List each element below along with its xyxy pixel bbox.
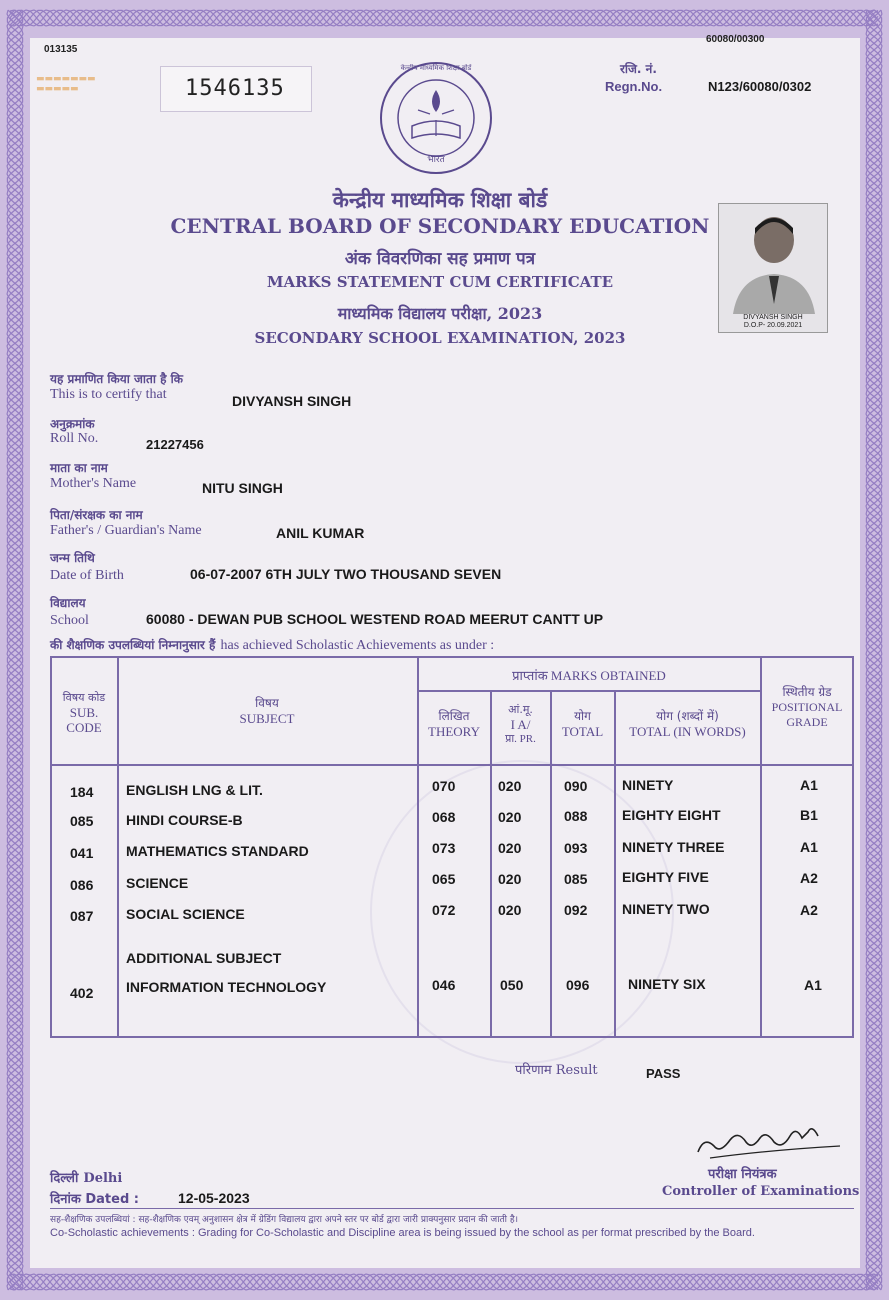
roll-number: 21227456 <box>146 437 204 452</box>
row-total: 093 <box>564 840 588 856</box>
row-total: 090 <box>564 778 588 794</box>
row-total: 092 <box>564 902 588 918</box>
mother-label-english: Mother's Name <box>50 476 137 491</box>
regn-number: N123/60080/0302 <box>708 79 812 94</box>
header-words-hindi: योग (शब्दों में) <box>656 709 719 723</box>
exam-title-hindi: माध्यमिक विद्यालय परीक्षा, 2023 <box>337 304 543 323</box>
date-of-birth: 06-07-2007 6TH JULY TWO THOUSAND SEVEN <box>190 566 502 582</box>
top-left-code: 013135 <box>44 44 78 55</box>
row-theory: 046 <box>432 977 456 993</box>
father-label-english: Father's / Guardian's Name <box>50 523 202 538</box>
header-subject-hindi: विषय <box>255 696 279 710</box>
row-theory: 073 <box>432 840 456 856</box>
row-subject: INFORMATION TECHNOLOGY <box>126 979 327 995</box>
row-ia: 020 <box>498 778 522 794</box>
top-right-code: 60080/00300 <box>706 34 765 45</box>
serial-number: 1546135 <box>185 76 285 101</box>
header-code-english-2: CODE <box>66 720 102 735</box>
header-subject-english: SUBJECT <box>239 711 295 726</box>
header-words-english: TOTAL (IN WORDS) <box>629 724 746 739</box>
dob-label-english: Date of Birth <box>50 568 124 583</box>
regn-label-hindi: रजि. नं. <box>620 62 657 76</box>
result-label: परिणाम Result <box>515 1063 598 1078</box>
row-code: 184 <box>70 784 94 800</box>
row-subject: ENGLISH LNG & LIT. <box>126 782 263 798</box>
row-code: 041 <box>70 845 94 861</box>
row-code: 086 <box>70 877 94 893</box>
school-label-english: School <box>50 613 89 628</box>
table-divider <box>417 690 762 692</box>
row-subject: SOCIAL SCIENCE <box>126 906 245 922</box>
dated-value: 12-05-2023 <box>178 1190 250 1206</box>
row-grade: A1 <box>800 839 818 855</box>
row-words: NINETY <box>622 777 674 793</box>
father-name: ANIL KUMAR <box>276 525 365 541</box>
header-code-english-1: SUB. <box>69 705 99 720</box>
certify-label-hindi: यह प्रमाणित किया जाता है कि <box>50 372 184 386</box>
dated-label: दिनांक Dated : <box>50 1192 139 1207</box>
exam-title-english: SECONDARY SCHOOL EXAMINATION, 2023 <box>254 329 626 347</box>
additional-subject-label: ADDITIONAL SUBJECT <box>126 950 282 966</box>
regn-label-english: Regn.No. <box>605 79 663 94</box>
header-marks-obtained: प्राप्तांक MARKS OBTAINED <box>512 668 666 683</box>
row-subject: SCIENCE <box>126 875 189 891</box>
header-total-hindi: योग <box>574 709 591 723</box>
header-subject <box>118 696 416 726</box>
footer-note-hindi: सह-शैक्षणिक उपलब्धियां : सह-शैक्षणिक एवम् अनुशासन क्षेत्र में ग्रेडिंग विद्यालय द्वारा अपने स्तर पर बोर्ड द्वारा जारी प्राक्पनुसार प्रदान की जाती है। <box>50 1215 519 1225</box>
photo-caption <box>719 314 827 330</box>
student-portrait-icon <box>719 204 827 332</box>
place-english: Delhi <box>83 1171 123 1186</box>
row-theory: 065 <box>432 871 456 887</box>
certify-label-english: This is to certify that <box>50 387 167 402</box>
row-grade: A1 <box>804 977 822 993</box>
row-words: NINETY SIX <box>628 976 706 992</box>
row-ia: 020 <box>498 809 522 825</box>
student-name: DIVYANSH SINGH <box>232 393 352 409</box>
row-words: EIGHTY FIVE <box>622 869 709 885</box>
footer-note-english: Co-Scholastic achievements : Grading for Co-Scholastic and Discipline area is being issued by the school as per format prescribed by the Board. <box>50 1227 755 1239</box>
photo-caption-date: D.O.P- 20.09.2021 <box>743 322 803 329</box>
header-sub-code <box>52 690 116 735</box>
row-ia: 020 <box>498 871 522 887</box>
row-total: 088 <box>564 808 588 824</box>
table-divider <box>550 690 552 1038</box>
photo-caption-name: DIVYANSH SINGH <box>743 314 803 321</box>
mother-label-hindi: माता का नाम <box>50 461 108 475</box>
place-line <box>50 1167 122 1186</box>
row-words: NINETY THREE <box>622 839 725 855</box>
row-words: NINETY TWO <box>622 901 710 917</box>
mother-name: NITU SINGH <box>202 480 283 496</box>
logo-text-bottom: भारत <box>427 155 445 165</box>
controller-hindi: परीक्षा नियंत्रक <box>708 1167 777 1182</box>
row-grade: A2 <box>800 902 818 918</box>
student-photo <box>718 203 828 333</box>
row-ia: 020 <box>498 902 522 918</box>
header-theory-english: THEORY <box>428 724 480 739</box>
row-theory: 072 <box>432 902 456 918</box>
header-ia-english: I A/ <box>510 717 531 732</box>
board-name-hindi: केन्द्रीय माध्यमिक शिक्षा बोर्ड <box>332 187 548 212</box>
result-value: PASS <box>646 1066 681 1081</box>
header-grade-english-1: POSITIONAL <box>771 700 843 714</box>
header-theory <box>418 709 490 739</box>
header-ia-pr: प्रा. PR. <box>505 733 536 745</box>
row-ia: 020 <box>498 840 522 856</box>
achieved-hindi: की शैक्षणिक उपलब्धियां निम्नानुसार हैं <box>50 638 216 652</box>
achieved-english: has achieved Scholastic Achievements as under : <box>220 638 495 653</box>
header-grade-hindi: स्थितीय ग्रेड <box>782 685 832 699</box>
table-divider <box>614 690 616 1038</box>
controller-english: Controller of Examinations <box>662 1184 860 1199</box>
school-label-hindi: विद्यालय <box>50 596 86 610</box>
row-total: 085 <box>564 871 588 887</box>
board-name-english: CENTRAL BOARD OF SECONDARY EDUCATION <box>170 214 710 238</box>
roll-label-hindi: अनुक्रमांक <box>50 417 95 431</box>
school-name: 60080 - DEWAN PUB SCHOOL WESTEND ROAD MEERUT CANTT UP <box>146 611 604 627</box>
signature-icon <box>690 1116 850 1166</box>
header-total-words <box>615 709 760 739</box>
header-ia-hindi: आं.मू. <box>508 703 533 716</box>
row-ia: 050 <box>500 977 524 993</box>
header-grade <box>762 685 852 730</box>
header-ia <box>491 702 550 747</box>
row-total: 096 <box>566 977 590 993</box>
roll-label-english: Roll No. <box>50 431 99 446</box>
row-grade: A2 <box>800 870 818 886</box>
row-theory: 070 <box>432 778 456 794</box>
row-words: EIGHTY EIGHT <box>622 807 721 823</box>
row-code: 402 <box>70 985 94 1001</box>
row-subject: MATHEMATICS STANDARD <box>126 843 309 859</box>
header-code-hindi: विषय कोड <box>62 691 106 704</box>
certificate-title-hindi: अंक विवरणिका सह प्रमाण पत्र <box>344 249 536 269</box>
logo-text-top: केन्द्रीय माध्यमिक शिक्षा बोर्ड <box>400 64 472 72</box>
table-divider <box>50 764 854 766</box>
achieved-line <box>50 634 494 654</box>
row-code: 087 <box>70 908 94 924</box>
certificate-title-english: MARKS STATEMENT CUM CERTIFICATE <box>266 273 614 291</box>
row-grade: B1 <box>800 807 818 823</box>
father-label-hindi: पिता/संरक्षक का नाम <box>50 508 143 522</box>
dob-label-hindi: जन्म तिथि <box>50 551 95 565</box>
header-total <box>551 709 614 739</box>
row-grade: A1 <box>800 777 818 793</box>
faded-stamp: ▬▬▬▬▬▬▬ ▬▬▬▬▬ <box>36 74 96 94</box>
header-grade-english-2: GRADE <box>786 715 828 729</box>
row-subject: HINDI COURSE-B <box>126 812 243 828</box>
header-total-english: TOTAL <box>561 724 604 739</box>
place-hindi: दिल्ली <box>50 1171 79 1186</box>
header-theory-hindi: लिखित <box>438 709 470 723</box>
row-theory: 068 <box>432 809 456 825</box>
footer-divider <box>50 1208 854 1209</box>
row-code: 085 <box>70 813 94 829</box>
cbse-emblem-icon <box>378 60 494 176</box>
